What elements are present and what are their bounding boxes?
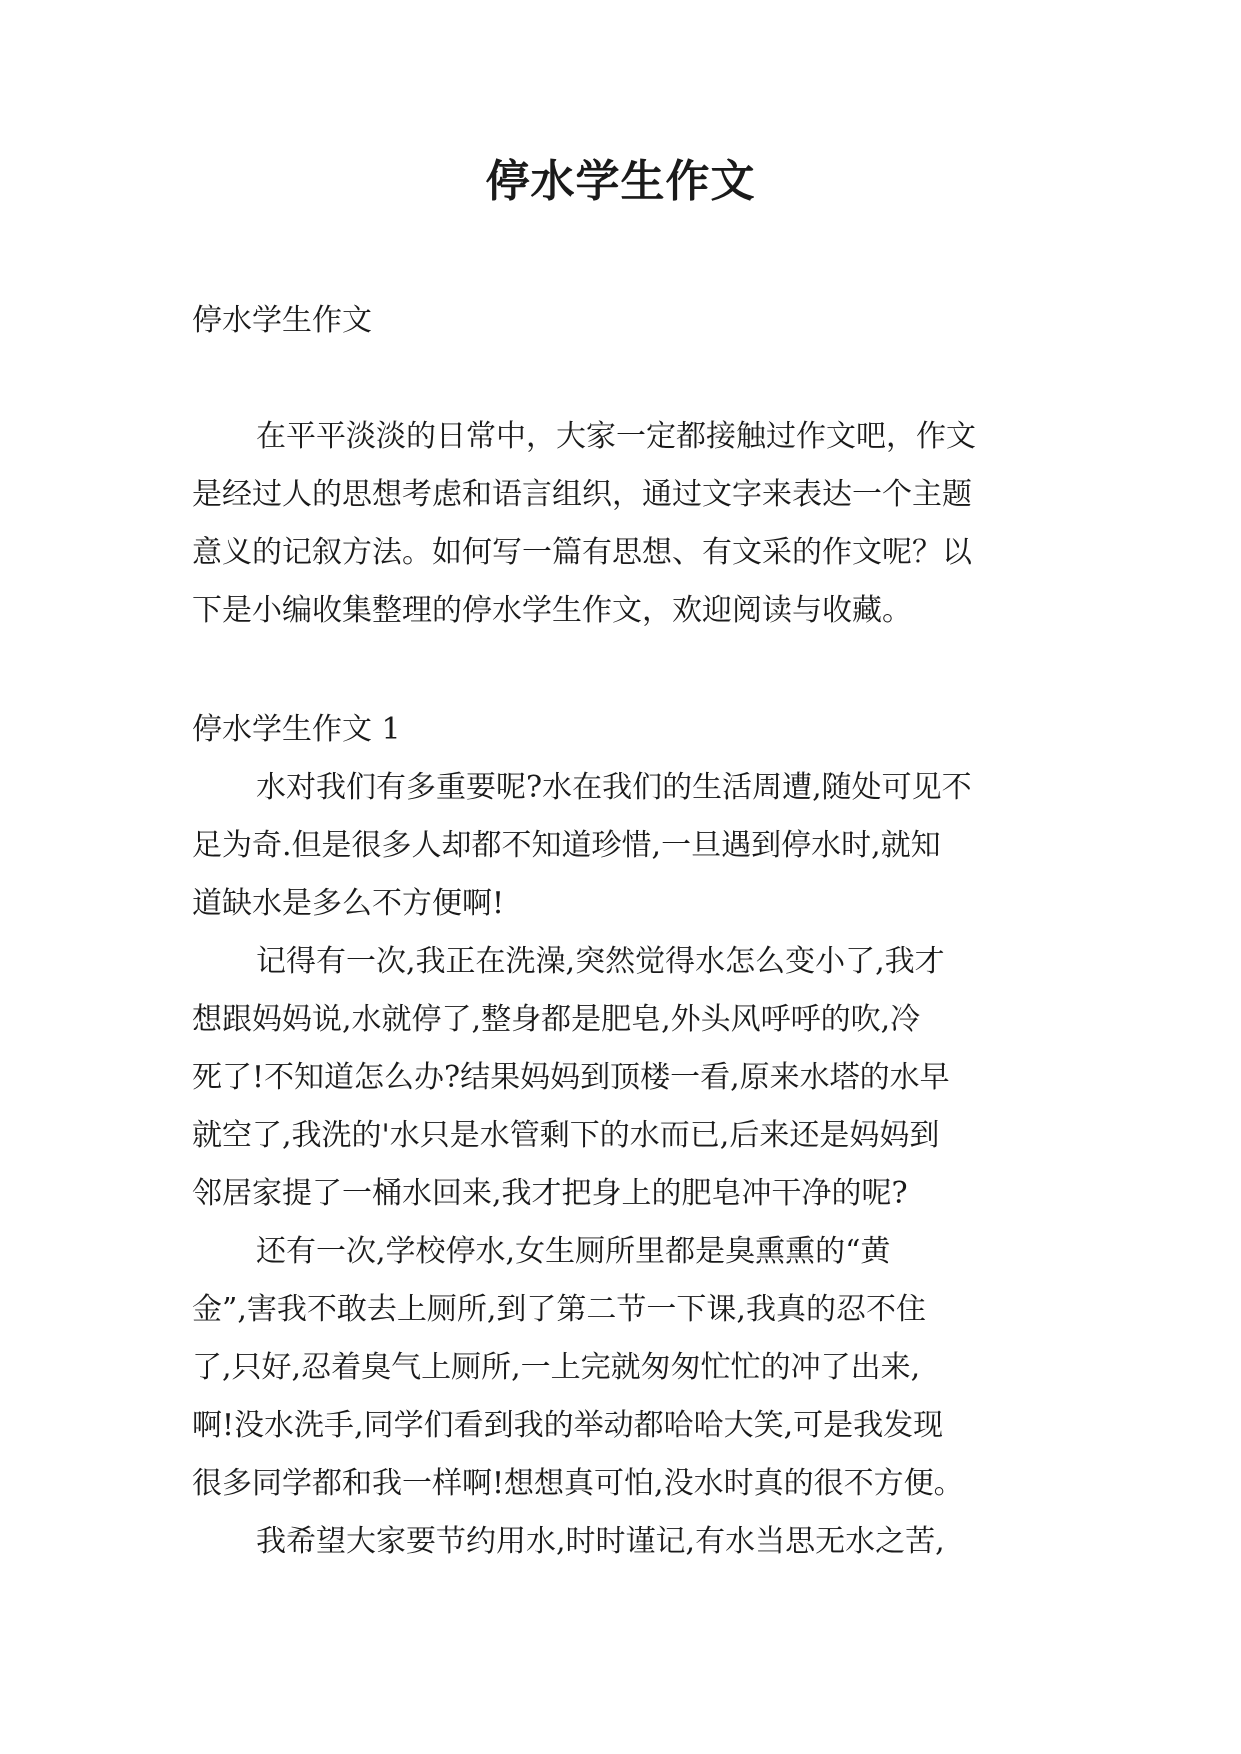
document-title: 停水学生作文 <box>485 156 756 207</box>
essay-line: 啊!没水洗手,同学们看到我的举动都哈哈大笑,可是我发现 <box>192 1408 944 1443</box>
essay-line: 还有一次,学校停水,女生厕所里都是臭熏熏的“黄 <box>256 1234 891 1269</box>
essay-line: 邻居家提了一桶水回来,我才把身上的肥皂冲干净的呢? <box>192 1176 908 1211</box>
essay-line: 死了!不知道怎么办?结果妈妈到顶楼一看,原来水塔的水早 <box>192 1060 950 1095</box>
intro-paragraph <box>192 408 1062 640</box>
intro-line: 下是小编收集整理的停水学生作文，欢迎阅读与收藏。 <box>192 593 912 628</box>
essay-line: 就空了,我洗的'水只是水管剩下的水而已,后来还是妈妈到 <box>192 1118 940 1153</box>
essay-line: 记得有一次,我正在洗澡,突然觉得水怎么变小了,我才 <box>256 944 945 979</box>
intro-line: 意义的记叙方法。如何写一篇有思想、有文采的作文呢？以 <box>192 535 972 570</box>
essay-line: 了,只好,忍着臭气上厕所,一上完就匆匆忙忙的冲了出来, <box>192 1350 921 1385</box>
essay-heading: 停水学生作文 1 <box>192 712 401 747</box>
essay-line: 我希望大家要节约用水,时时谨记,有水当思无水之苦, <box>256 1524 945 1559</box>
intro-line: 是经过人的思想考虑和语言组织，通过文字来表达一个主题 <box>192 477 972 512</box>
essay-line: 想跟妈妈说,水就停了,整身都是肥皂,外头风呼呼的吹,冷 <box>192 1002 921 1037</box>
essay-body <box>192 759 1062 1571</box>
document-subtitle: 停水学生作文 <box>192 303 372 338</box>
essay-line: 足为奇.但是很多人却都不知道珍惜,一旦遇到停水时,就知 <box>192 828 941 863</box>
essay-line: 金”,害我不敢去上厕所,到了第二节一下课,我真的忍不住 <box>192 1292 926 1327</box>
intro-line: 在平平淡淡的日常中，大家一定都接触过作文吧，作文 <box>256 419 976 454</box>
essay-line: 道缺水是多么不方便啊! <box>192 886 505 921</box>
essay-line: 水对我们有多重要呢?水在我们的生活周遭,随处可见不 <box>256 770 972 805</box>
essay-line: 很多同学都和我一样啊!想想真可怕,没水时真的很不方便。 <box>192 1466 964 1501</box>
